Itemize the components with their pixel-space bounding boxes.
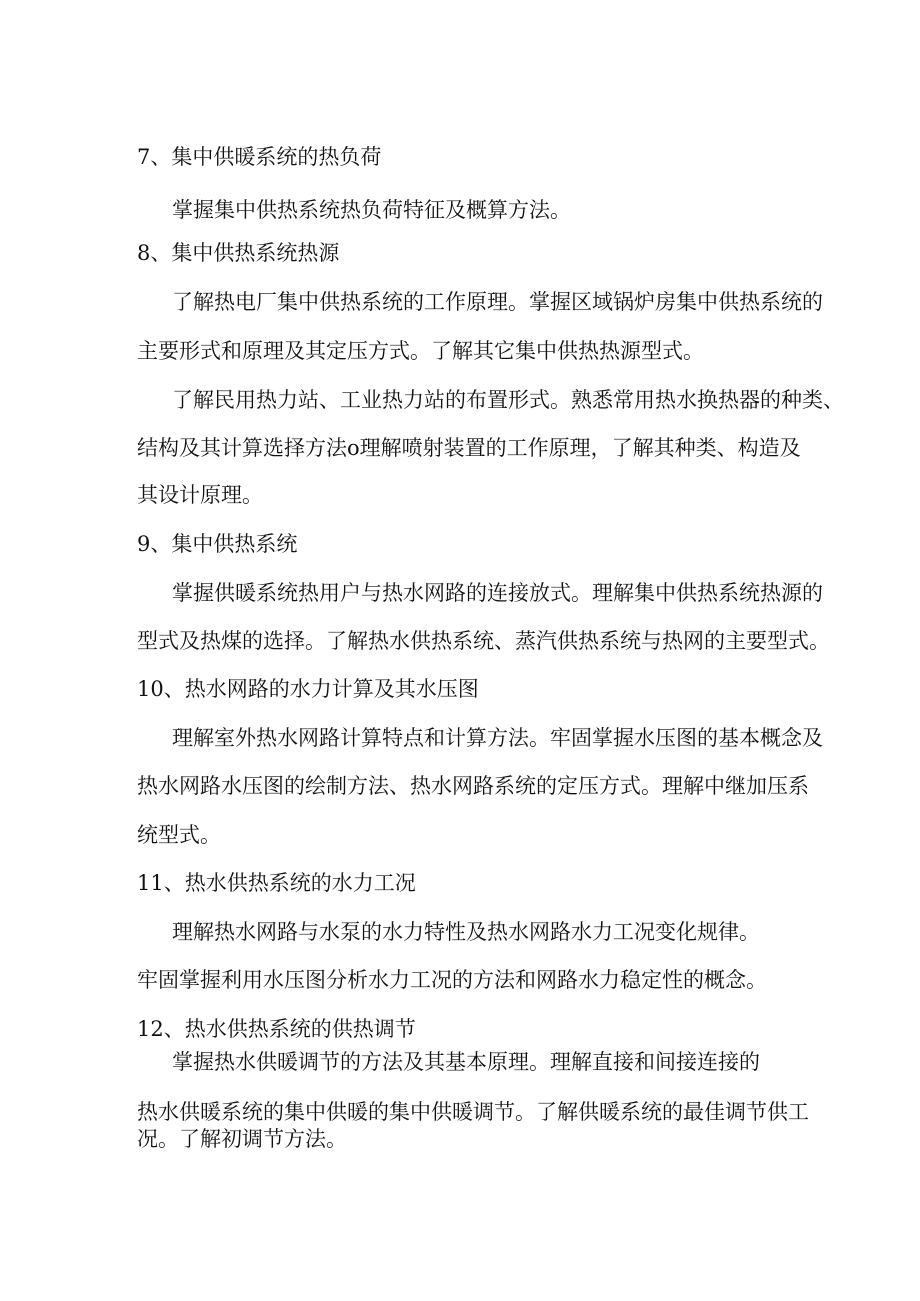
- section-8-line-5: 其设计原理。: [137, 483, 263, 507]
- section-12-line-1: 掌握热水供暖调节的方法及其基本原理。理解直接和间接连接的: [172, 1050, 760, 1074]
- section-8-line-2: 主要形式和原理及其定压方式。了解其它集中供热热源型式。: [137, 339, 704, 363]
- section-8-line-4: 结构及其计算选择方法o理解喷射装置的工作原理，了解其种类、构造及: [137, 436, 801, 460]
- section-10-heading: 10、热水网路的水力计算及其水压图: [137, 677, 479, 701]
- section-8-heading: 8、集中供热系统热源: [137, 241, 340, 265]
- section-11-line-2: 牢固掌握利用水压图分析水力工况的方法和网路水力稳定性的概念。: [137, 968, 767, 992]
- section-12-line-2: 热水供暖系统的集中供暖的集中供暖调节。了解供暖系统的最佳调节供工: [137, 1100, 809, 1124]
- section-10-line-1: 理解室外热水网路计算特点和计算方法。牢固掌握水压图的基本概念及: [172, 726, 823, 750]
- section-7-line-1: 掌握集中供热系统热负荷特征及概算方法。: [172, 198, 571, 222]
- section-8-line-1: 了解热电厂集中供热系统的工作原理。掌握区域锅炉房集中供热系统的: [172, 290, 823, 314]
- section-9-line-2: 型式及热煤的选择。了解热水供热系统、蒸汽供热系统与热网的主要型式。: [137, 629, 830, 653]
- section-11-heading: 11、热水供热系统的水力工况: [137, 871, 416, 895]
- section-8-line-3: 了解民用热力站、工业热力站的布置形式。熟悉常用热水换热器的种类、: [172, 388, 844, 412]
- section-9-heading: 9、集中供热系统: [137, 532, 298, 556]
- section-11-line-1: 理解热水网路与水泵的水力特性及热水网路水力工况变化规律。: [172, 920, 760, 944]
- section-12-line-3: 况。了解初调节方法。: [137, 1127, 347, 1151]
- section-10-line-2: 热水网路水压图的绘制方法、热水网路系统的定压方式。理解中继加压系: [137, 774, 809, 798]
- section-7-heading: 7、集中供暖系统的热负荷: [137, 145, 382, 169]
- section-12-heading: 12、热水供热系统的供热调节: [137, 1017, 416, 1041]
- section-10-line-3: 统型式。: [137, 823, 221, 847]
- section-9-line-1: 掌握供暖系统热用户与热水网路的连接放式。理解集中供热系统热源的: [172, 581, 823, 605]
